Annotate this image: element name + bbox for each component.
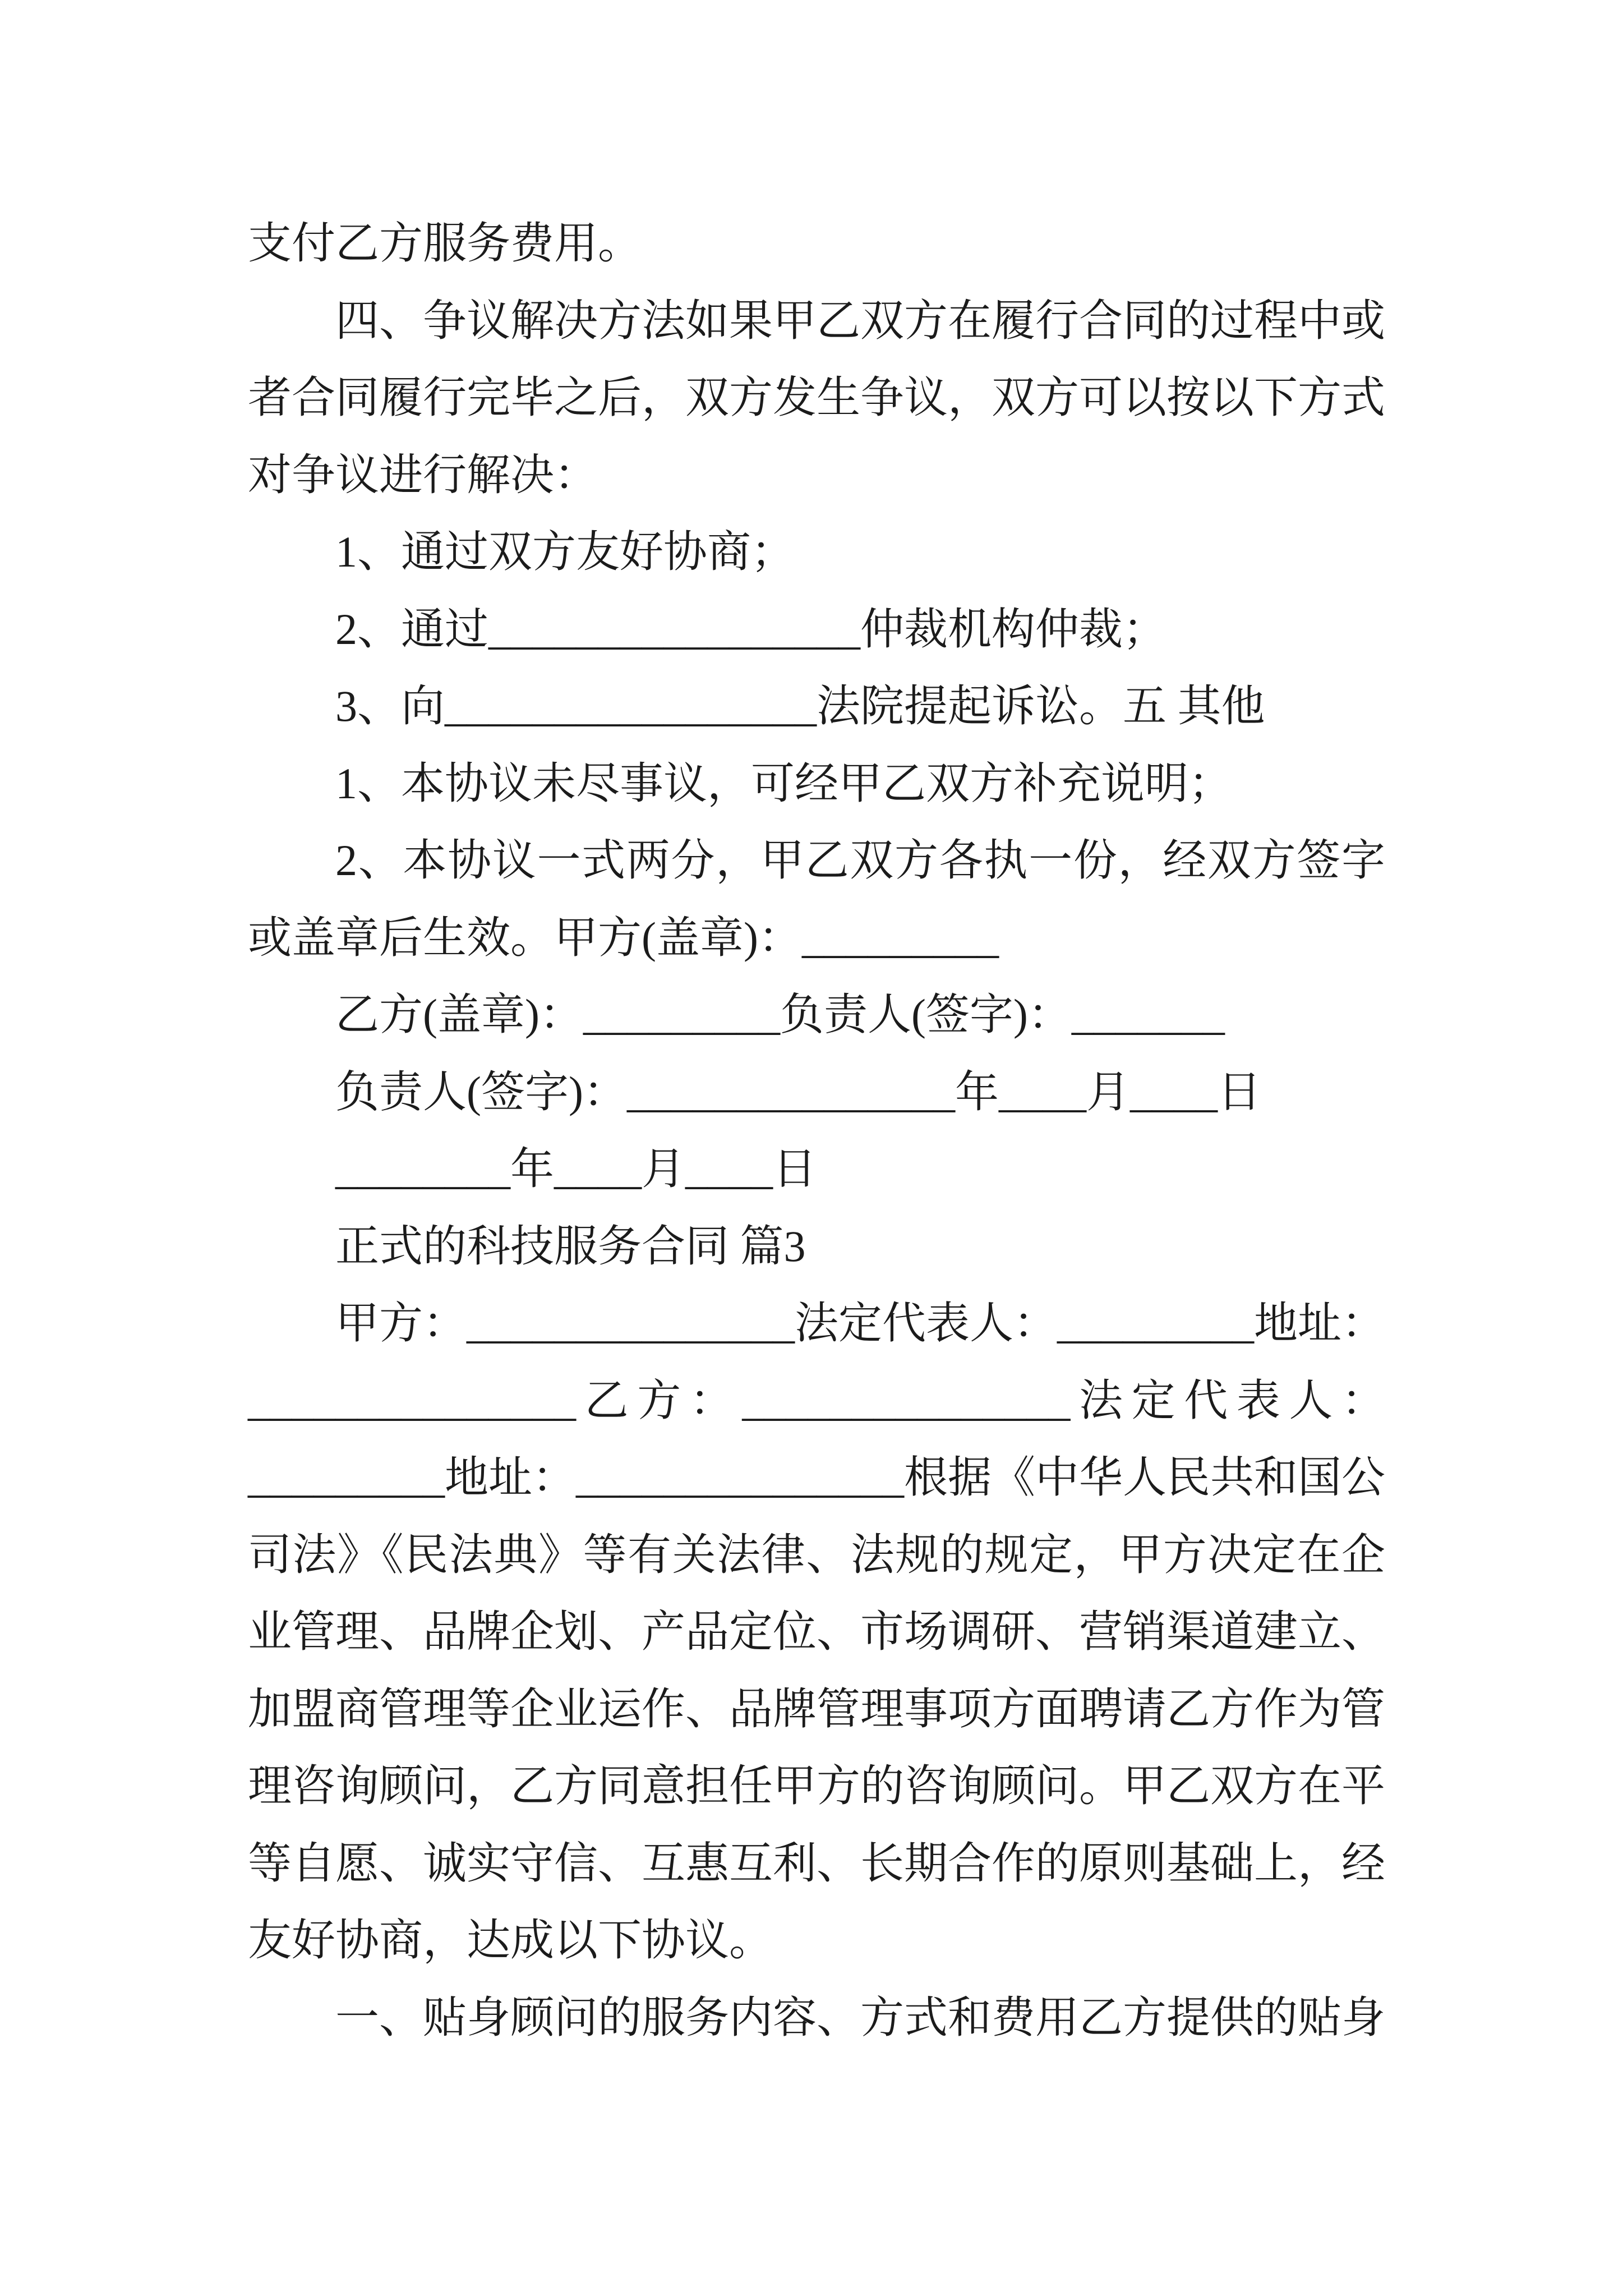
text-line: 1、本协议未尽事议，可经甲乙双方补充说明； bbox=[335, 758, 1233, 808]
text-line: 1、通过双方友好协商； bbox=[335, 527, 795, 576]
text-line: 业管理、品牌企划、产品定位、市场调研、营销渠道建立、 bbox=[248, 1607, 1386, 1656]
text-line: 加盟商管理等企业运作、品牌管理事项方面聘请乙方作为管 bbox=[248, 1684, 1386, 1733]
text-line: _________地址：_______________根据《中华人民共和国公 bbox=[248, 1453, 1386, 1502]
text-line: 2、本协议一式两分，甲乙双方各执一份，经双方签字 bbox=[335, 836, 1385, 885]
text-line: 者合同履行完毕之后，双方发生争议，双方可以按以下方式 bbox=[248, 373, 1386, 422]
text-line: _______________乙方：_______________法定代表人： bbox=[248, 1375, 1385, 1425]
text-line: 负责人(签字)：_______________年____月____日 bbox=[335, 1067, 1261, 1116]
text-line: 友好协商，达成以下协议。 bbox=[248, 1916, 773, 1964]
text-line: 四、争议解决方法如果甲乙双方在履行合同的过程中或 bbox=[335, 296, 1386, 345]
text-line: 司法》《民法典》等有关法律、法规的规定，甲方决定在企 bbox=[248, 1530, 1385, 1579]
section-heading: 正式的科技服务合同 篇3 bbox=[335, 1221, 806, 1271]
text-line: 甲方：_______________法定代表人：_________地址： bbox=[335, 1299, 1386, 1347]
text-line: 对争议进行解决： bbox=[248, 450, 598, 499]
document-body bbox=[248, 205, 1385, 2056]
text-line: 等自愿、诚实守信、互惠互利、长期合作的原则基础上，经 bbox=[248, 1838, 1386, 1888]
text-line: ________年____月____日 bbox=[335, 1144, 817, 1193]
text-line: 或盖章后生效。甲方(盖章)：_________ bbox=[248, 913, 999, 962]
text-line: 2、通过_________________仲裁机构仲裁； bbox=[335, 604, 1167, 654]
text-line: 乙方(盖章)：_________负责人(签字)：_______ bbox=[335, 990, 1225, 1039]
text-line: 支付乙方服务费用。 bbox=[248, 219, 642, 268]
text-line: 理咨询顾问，乙方同意担任甲方的咨询顾问。甲乙双方在平 bbox=[248, 1761, 1386, 1810]
text-line: 一、贴身顾问的服务内容、方式和费用乙方提供的贴身 bbox=[335, 1993, 1386, 2042]
text-line: 3、向_________________法院提起诉讼。五 其他 bbox=[335, 682, 1265, 730]
